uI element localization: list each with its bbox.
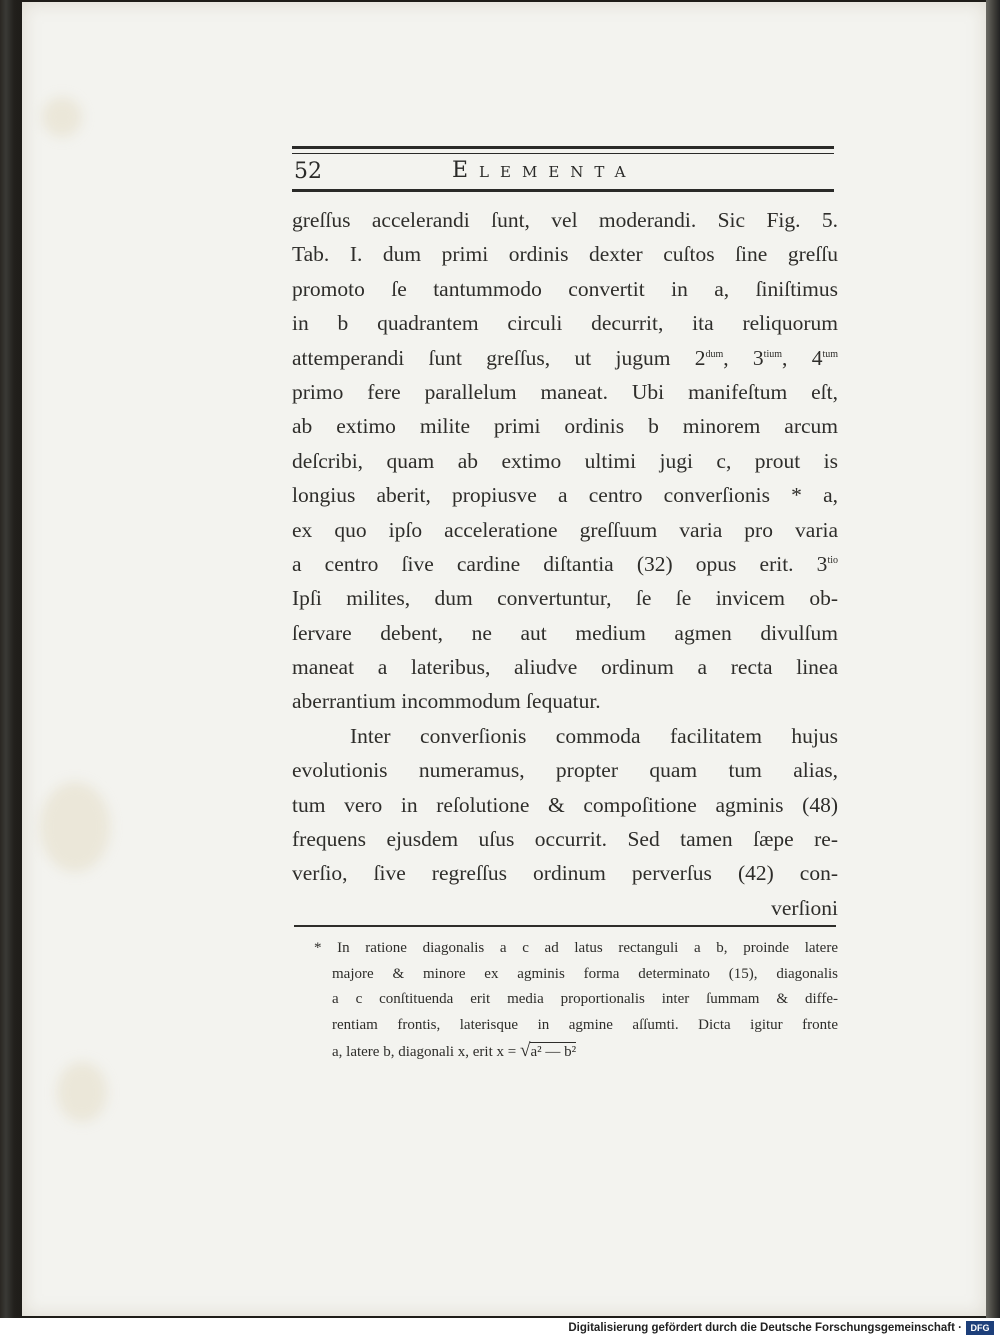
radical-sign: √ — [520, 1040, 531, 1061]
text-line: ex quo ipſo acceleratione greſſuum varia pro varia — [292, 517, 838, 542]
text-segment: a centro ſive cardine diſtantia (32) opus erit. 3 — [292, 551, 828, 576]
text-line: Tab. I. dum primi ordinis dexter cuſtos ſine greſſu — [292, 242, 838, 267]
running-head: Elementa — [452, 158, 637, 183]
text-line: promoto ſe tantummodo convertit in a, ſiniſtimus — [292, 276, 838, 301]
text-line: in b quadrantem circuli decurrit, ita reliquorum — [292, 311, 838, 336]
catchword: verſioni — [771, 895, 838, 920]
text-line: maneat a lateribus, aliudve ordinum a recta linea — [292, 655, 838, 680]
text-line — [292, 341, 838, 375]
text-line: tum vero in reſolutione & compoſitione agminis (48) — [292, 792, 838, 817]
text-line: deſcribi, quam ab extimo ultimi jugi c, prout is — [292, 448, 838, 473]
footnote — [314, 936, 838, 1064]
paper-stain — [42, 97, 82, 137]
text-line: ſervare debent, ne aut medium agmen divulſum — [292, 620, 838, 645]
superscript: tium — [763, 348, 783, 360]
body-text — [292, 203, 838, 925]
book-edge — [986, 0, 1000, 1318]
text-segment: , 3 — [723, 345, 764, 370]
footnote-rule — [294, 925, 836, 927]
footnote-line: * In ratione diagonalis a c ad latus rectanguli a b, proinde latere — [314, 940, 838, 956]
text-line — [292, 547, 838, 581]
text-line: Inter converſionis commoda facilitatem hujus — [350, 723, 838, 748]
credit-bar — [0, 1318, 1000, 1340]
footnote-line: a c conſtituenda erit media proportionalis inter ſummam & diffe- — [332, 991, 838, 1007]
text-line: ab extimo milite primi ordinis b minorem arcum — [292, 414, 838, 439]
footnote-line — [314, 1038, 838, 1064]
text-segment: attemperandi ſunt greſſus, ut jugum 2 — [292, 345, 706, 370]
text-segment: , 4 — [782, 345, 823, 370]
paper-stain — [40, 782, 110, 872]
footnote-line: rentiam frontis, laterisque in agmine aſſumti. Dicta igitur fronte — [332, 1016, 838, 1033]
text-line: greſſus accelerandi ſunt, vel moderandi. Sic Fig. 5. — [292, 208, 838, 232]
dfg-logo-icon: DFG — [966, 1321, 994, 1335]
superscript: tio — [827, 554, 838, 566]
credit-text: Digitalisierung gefördert durch die Deutsche Forschungsgemeinschaft · — [568, 1322, 962, 1334]
text-line: Ipſi milites, dum convertuntur, ſe ſe invicem ob- — [292, 586, 838, 611]
text-line: frequens ejusdem uſus occurrit. Sed tamen ſæpe re- — [292, 827, 838, 852]
footnote-line: majore & minore ex agminis forma determinato (15), diagonalis — [332, 965, 838, 982]
equals-sign: = — [504, 1044, 520, 1060]
text-line: evolutionis numeramus, propter quam tum alias, — [292, 758, 838, 783]
page-header — [292, 146, 834, 192]
paper-stain — [57, 1062, 107, 1122]
text-line: longius aberit, propiusve a centro converſionis * a, — [292, 483, 838, 508]
text-line: verſio, ſive regreſſus ordinum perverſus (42) con- — [292, 861, 838, 886]
text-segment: a, latere b, diagonali x, erit x — [332, 1044, 505, 1060]
radicand: a² — b² — [530, 1044, 577, 1060]
page-number: 52 — [294, 159, 322, 184]
text-line: primo fere parallelum maneat. Ubi manifeſtum eſt, — [292, 379, 838, 404]
superscript: dum — [705, 348, 724, 360]
text-line: aberrantium incommodum ſequatur. — [292, 689, 601, 714]
superscript: tum — [822, 348, 838, 360]
